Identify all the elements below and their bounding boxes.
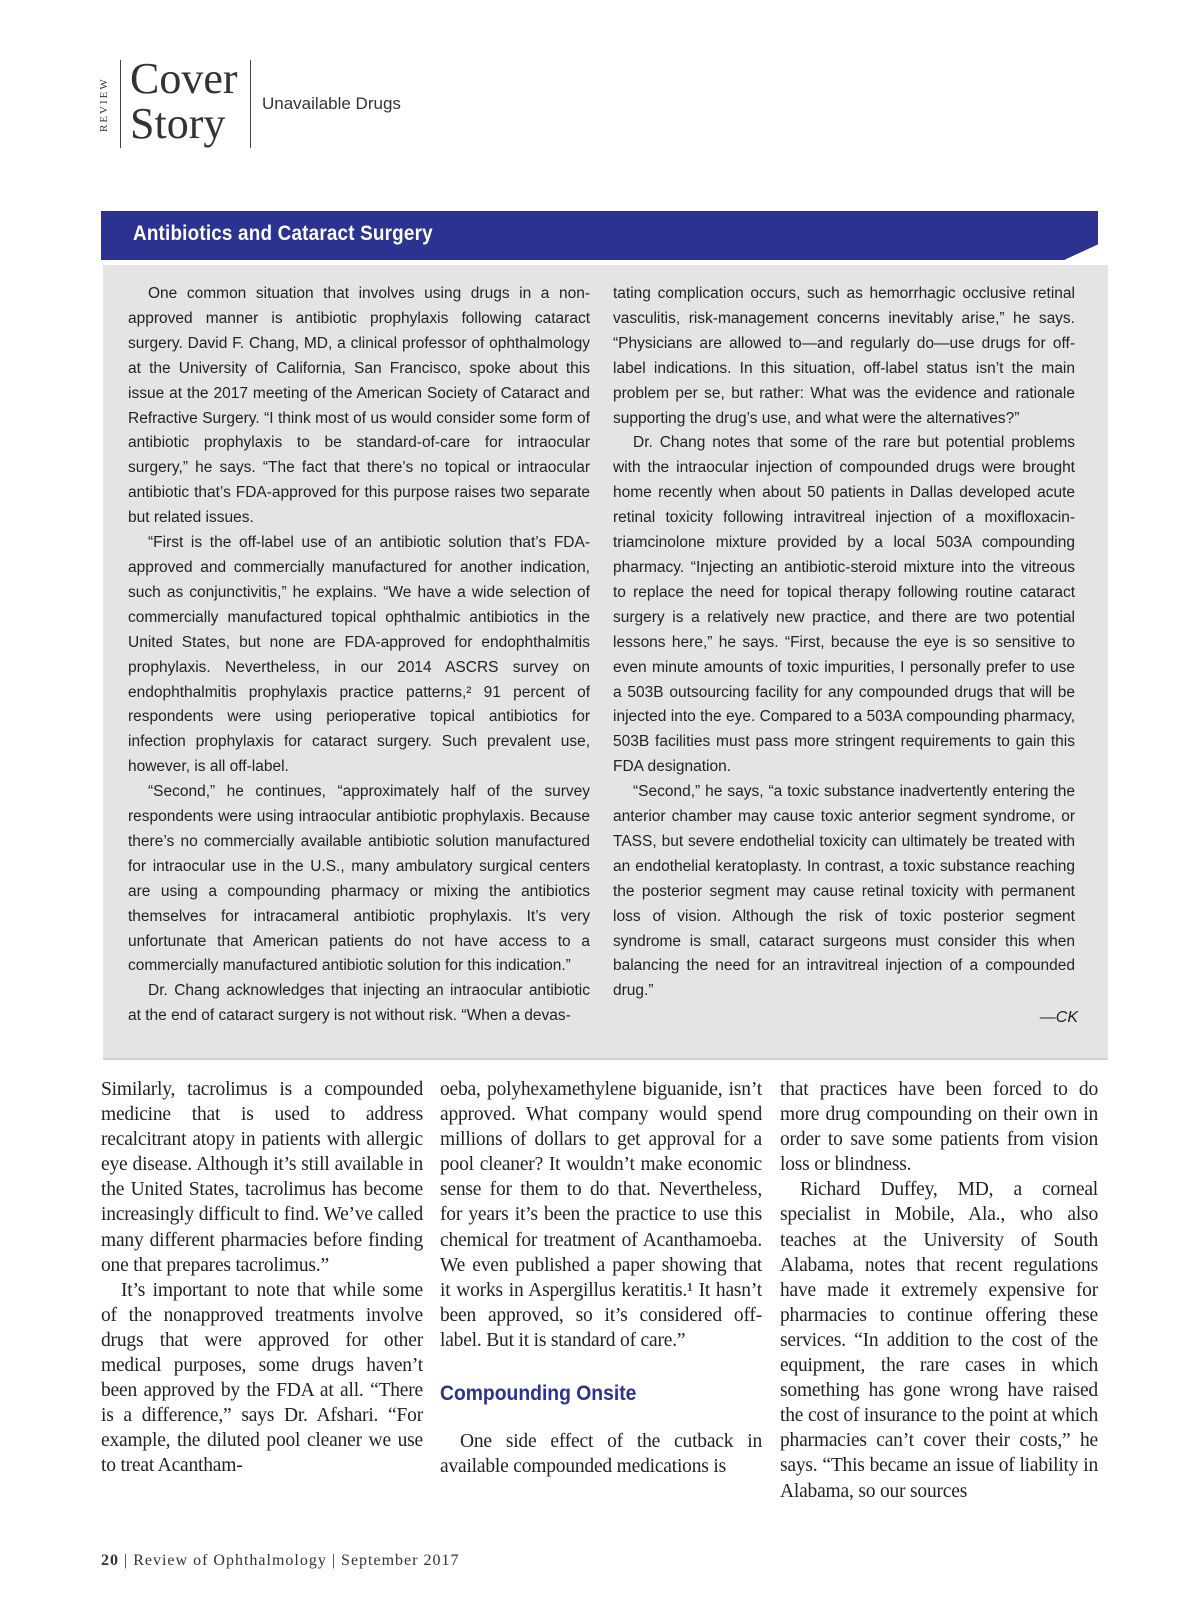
subhead-compounding-onsite: Compounding Onsite <box>440 1382 637 1406</box>
footer-separator: | <box>124 1552 134 1569</box>
body-paragraph: One side effect of the cutback in available compounded medications is <box>440 1431 762 1478</box>
sidebar-paragraph: Dr. Chang notes that some of the rare but potential problems with the intraocular injection of compounded drugs were brought home recently when about 50 patients in Dallas developed acute retinal toxicity following intravitreal injection of a moxifloxacin-triamcinolone mixture provided by a local 503A compounding pharmacy. “Injecting an antibiotic-steroid mixture into the vitreous to replace the need for topical therapy following routine cataract surgery is a relatively new practice, and there are two potential lessons here,” he says. “First, because the eye is so sensitive to even minute amounts of toxic impurities, I personally prefer to use a 503B outsourcing facility for any compounded drugs that will be injected into the eye. Compared to a 503A compounding pharmacy, 503B facilities must pass more stringent requirements to gain this FDA designation. <box>613 434 1075 776</box>
body-column-2 <box>440 1077 762 1479</box>
sidebar-title: Antibiotics and Cataract Surgery <box>133 222 433 245</box>
cover-title-line2: Story <box>130 99 226 148</box>
sidebar-paragraph: “Second,” he says, “a toxic substance inadvertently entering the anterior chamber may cause toxic anterior segment syndrome, or TASS, but severe endothelial toxicity can ultimately be treated with an endothelial keratoplasty. In contrast, a toxic substance reaching the posterior segment may cause retinal toxicity with permanent loss of vision. Although the risk of toxic posterior segment syndrome is small, cataract surgeons must consider this when balancing the need for an intravitreal injection of a compounded drug.” <box>613 783 1075 1000</box>
sidebar-paragraph: “First is the off-label use of an antibiotic solution that’s FDA-approved and commercially manufactured for another indication, such as conjunctivitis,” he explains. “We have a wide selection of commercially manufactured topical ophthalmic antibiotics in the United States, but none are FDA-approved for endophthalmitis prophylaxis. Nevertheless, in our 2014 ASCRS survey on endophthalmitis prophylaxis practice patterns,² 91 percent of respondents were using perioperative topical antibiotics for infection prophylaxis for cataract surgery. Such prevalent use, however, is all off-label. <box>128 534 590 776</box>
sidebar-paragraph: One common situation that involves using drugs in a non-approved manner is antibiotic prophylaxis following cataract surgery. David F. Chang, MD, a clinical professor of ophthalmology at the University of California, San Francisco, spoke about this issue at the 2017 meeting of the American Society of Cataract and Refractive Surgery. “I think most of us would consider some form of antibiotic prophylaxis to be standard-of-care for intraocular surgery,” he says. “The fact that there’s no topical or intraocular antibiotic that’s FDA-approved for this purpose raises two separate but related issues. <box>128 285 590 527</box>
sidebar-paragraph: “Second,” he continues, “approximately half of the survey respondents were using intraocular antibiotic prophylaxis. Because there’s no commercially available antibiotic solution manufactured for intraocular use in the U.S., many ambulatory surgical centers are using a compounding pharmacy or mixing the antibiotics themselves for intracameral antibiotic prophylaxis. It’s very unfortunate that American patients do not have access to a commercially manufactured antibiotic solution for this indication.” <box>128 783 590 975</box>
cover-title-line1: Cover <box>130 54 238 103</box>
body-paragraph: Richard Duffey, MD, a corneal specialist in Mobile, Ala., who also teaches at the University of South Alabama, notes that recent regulations have made it extremely expensive for pharmacies to continue offering these services. “In addition to the cost of the equipment, the rare cases in which something has gone wrong have raised the cost of insurance to the point at which pharmacies can’t cover their costs,” he says. “This became an issue of liability in Alabama, so our sources <box>780 1179 1098 1502</box>
body-paragraph: that practices have been forced to do more drug compounding on their own in order to save some patients from vision loss or blindness. <box>780 1079 1098 1176</box>
footer-separator: | <box>331 1552 342 1569</box>
sidebar-paragraph: Dr. Chang acknowledges that injecting an intraocular antibiotic at the end of cataract surgery is not without risk. “When a devas- <box>128 982 590 1025</box>
body-paragraph: oeba, polyhexamethylene biguanide, isn’t approved. What company would spend millions of dollars to get approval for a pool cleaner? It wouldn’t make economic sense for them to do that. Nevertheless, for years it’s been the practice to use this chemical for treatment of Acanthamoeba. We even published a paper showing that it works in Aspergillus keratitis.¹ It hasn’t been approved, so it’s considered off-label. But it is standard of care.” <box>440 1079 762 1351</box>
sidebar-column-1 <box>128 282 590 1029</box>
cover-story-title <box>130 56 250 146</box>
header-divider <box>120 60 121 148</box>
body-column-1 <box>101 1077 423 1479</box>
journal-name: Review of Ophthalmology <box>133 1552 327 1569</box>
review-label: REVIEW <box>98 77 110 133</box>
header-divider-2 <box>250 60 251 148</box>
body-column-3 <box>780 1077 1098 1504</box>
issue-date: September 2017 <box>341 1552 460 1569</box>
sidebar-signature: —CK <box>1039 1009 1078 1026</box>
page-footer <box>101 1552 459 1570</box>
body-paragraph: Similarly, tacrolimus is a compounded medicine that is used to address recalcitrant atopy in patients with allergic eye disease. Although it’s still available in the United States, tacrolimus has become increasingly difficult to find. We’ve called many different pharmacies before finding one that prepares tacrolimus.” <box>101 1079 423 1276</box>
sidebar-paragraph: tating complication occurs, such as hemorrhagic occlusive retinal vasculitis, risk-management concerns inevitably arise,” he says. “Physicians are allowed to—and regularly do—use drugs for off-label indications. In this situation, off-label status isn’t the main problem per se, but rather: What was the evidence and rationale supporting the drug’s use, and what were the alternatives?” <box>613 285 1075 427</box>
page-number: 20 <box>101 1552 119 1569</box>
sidebar-column-2 <box>613 282 1075 1004</box>
body-paragraph: It’s important to note that while some of the nonapproved treatments involve drugs that were approved for other medical purposes, some drugs haven’t been approved by the FDA at all. “There is a difference,” says Dr. Afshari. “For example, the diluted pool cleaner we use to treat Acantham- <box>101 1279 423 1477</box>
section-title: Unavailable Drugs <box>262 94 401 113</box>
